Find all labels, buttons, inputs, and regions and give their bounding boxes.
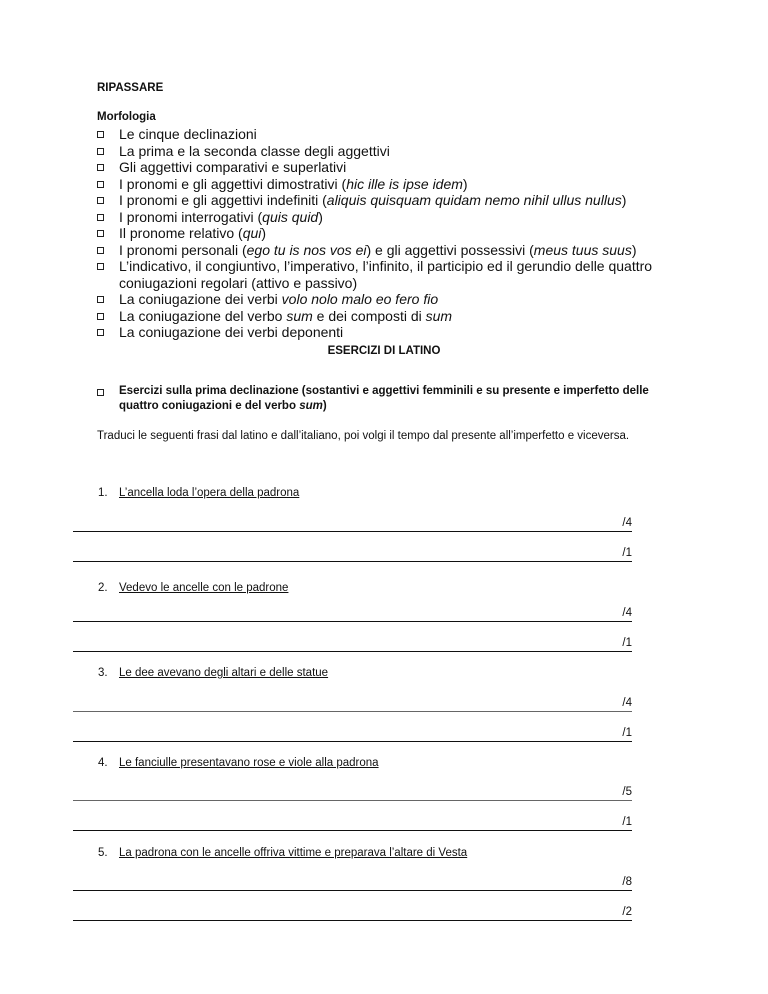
score-label: /1: [622, 727, 632, 739]
checkbox-icon: [97, 148, 104, 155]
review-list-item: [97, 176, 697, 193]
translation-input[interactable]: [73, 692, 593, 710]
tense-change-answer-line: [73, 547, 632, 562]
review-list-item: [97, 291, 697, 308]
review-checklist: [97, 126, 697, 341]
review-list-item: [97, 324, 697, 341]
score-label: /1: [622, 547, 632, 559]
exercise-number: 5.: [98, 847, 108, 859]
list-item-text: La coniugazione del verbo: [119, 307, 287, 324]
list-item-text: ): [318, 208, 323, 225]
checkbox-icon: [97, 313, 104, 320]
exercise-sentence: [98, 667, 328, 679]
list-item-text: L’indicativo, il congiuntivo, l’imperativo, l’infinito, il participio ed il gerundio delle quattro coniugazioni regolari (attivo e passivo): [119, 258, 653, 291]
list-item-text: La coniugazione dei verbi: [119, 291, 282, 307]
translation-input[interactable]: [73, 781, 593, 799]
score-label: /4: [622, 607, 632, 619]
translation-input[interactable]: [73, 512, 593, 530]
translation-answer-line: [73, 697, 632, 712]
latin-term: meus tuus suus: [533, 241, 632, 258]
exercise-section-item: [97, 384, 677, 413]
checkbox-icon: [97, 131, 104, 138]
exercise-sentence-text: L’ancella loda l’opera della padrona: [119, 487, 300, 499]
tense-change-input[interactable]: [73, 811, 593, 829]
latin-term: aliquis quisquam quidam nemo nihil ullus nullus: [326, 192, 622, 208]
score-label: /2: [622, 906, 632, 918]
review-list-item: [97, 225, 697, 242]
translation-answer-line: [73, 786, 632, 801]
list-item-text: I pronomi personali (: [119, 241, 247, 258]
list-item-text: La prima e la seconda classe degli aggettivi: [119, 142, 390, 159]
checkbox-icon: [97, 263, 104, 270]
exercise-instruction: Traduci le seguenti frasi dal latino e dall’italiano, poi volgi il tempo dal presente all’imperfetto e viceversa.: [97, 430, 630, 442]
latin-term: quis quid: [262, 208, 319, 225]
latin-term: volo nolo malo eo fero fio: [281, 291, 439, 307]
checkbox-icon: [97, 329, 104, 336]
exercise-number: 3.: [98, 667, 108, 679]
list-item-text: Gli aggettivi comparativi e superlativi: [119, 159, 347, 175]
tense-change-input[interactable]: [73, 901, 593, 919]
review-list-item: [97, 126, 697, 143]
tense-change-input[interactable]: [73, 542, 593, 560]
exercise-sentence: [98, 847, 467, 859]
translation-answer-line: [73, 876, 632, 891]
checkbox-icon: [97, 164, 104, 171]
exercise-section-heading: Esercizi sulla prima declinazione (sostantivi e aggettivi femminili e su presente e imperfetto delle quattro coniugazioni e del verbo sum): [119, 385, 649, 412]
score-label: /4: [622, 517, 632, 529]
list-item-text: I pronomi interrogativi (: [119, 208, 263, 225]
translation-answer-line: [73, 517, 632, 532]
list-item-text: ): [621, 192, 627, 208]
review-list-item: [97, 242, 697, 259]
tense-change-input[interactable]: [73, 722, 593, 740]
exercise-number: 2.: [98, 582, 108, 594]
exercise-number: 1.: [98, 487, 108, 499]
checkbox-icon: [97, 181, 104, 188]
list-item-text: ) e gli aggettivi possessivi (: [366, 241, 534, 258]
exercise-sentence-text: Le dee avevano degli altari e delle statue: [119, 667, 329, 679]
list-item-text: I pronomi e gli aggettivi dimostrativi (: [119, 175, 347, 192]
morphology-subheading: Morfologia: [97, 111, 156, 123]
exercise-sentence-text: Le fanciulle presentavano rose e viole alla padrona: [119, 757, 379, 769]
score-label: /1: [622, 816, 632, 828]
latin-term: hic ille is ipse idem: [346, 175, 463, 192]
review-list-item: [97, 258, 697, 291]
latin-term: qui: [242, 225, 262, 241]
exercises-title: ESERCIZI DI LATINO: [327, 345, 441, 357]
list-item-text: La coniugazione dei verbi deponenti: [119, 324, 344, 340]
list-item-text: Il pronome relativo (: [119, 225, 243, 241]
list-item-text: I pronomi e gli aggettivi indefiniti (: [119, 192, 327, 208]
latin-term: sum: [286, 307, 313, 324]
review-heading: RIPASSARE: [97, 82, 164, 94]
list-item-text: e dei composti di: [312, 307, 426, 324]
checkbox-icon: [97, 296, 104, 303]
score-label: /4: [622, 697, 632, 709]
review-list-item: [97, 192, 697, 209]
review-list-item: [97, 143, 697, 160]
latin-term: sum: [425, 307, 453, 324]
checkbox-icon: [97, 247, 104, 254]
list-item-text: Le cinque declinazioni: [119, 126, 257, 142]
tense-change-answer-line: [73, 816, 632, 831]
translation-answer-line: [73, 607, 632, 622]
exercise-sentence-text: La padrona con le ancelle offriva vittime e preparava l’altare di Vesta: [119, 847, 468, 859]
review-list-item: [97, 209, 697, 226]
checkbox-icon: [97, 389, 104, 396]
tense-change-answer-line: [73, 727, 632, 742]
list-item-text: ): [261, 225, 267, 241]
exercise-sentence: [98, 487, 299, 499]
score-label: /5: [622, 786, 632, 798]
exercise-sentence-text: Vedevo le ancelle con le padrone: [119, 582, 289, 594]
latin-term: ego tu is nos vos ei: [246, 241, 367, 258]
tense-change-input[interactable]: [73, 632, 593, 650]
checkbox-icon: [97, 197, 104, 204]
review-list-item: [97, 308, 697, 325]
exercise-sentence: [98, 582, 288, 594]
translation-input[interactable]: [73, 871, 593, 889]
tense-change-answer-line: [73, 637, 632, 652]
checkbox-icon: [97, 230, 104, 237]
tense-change-answer-line: [73, 906, 632, 921]
score-label: /1: [622, 637, 632, 649]
score-label: /8: [622, 876, 632, 888]
exercise-number: 4.: [98, 757, 108, 769]
translation-input[interactable]: [73, 602, 593, 620]
review-list-item: [97, 159, 697, 176]
exercise-sentence: [98, 757, 379, 769]
list-item-text: ): [631, 241, 637, 258]
list-item-text: ): [462, 175, 468, 192]
checkbox-icon: [97, 214, 104, 221]
